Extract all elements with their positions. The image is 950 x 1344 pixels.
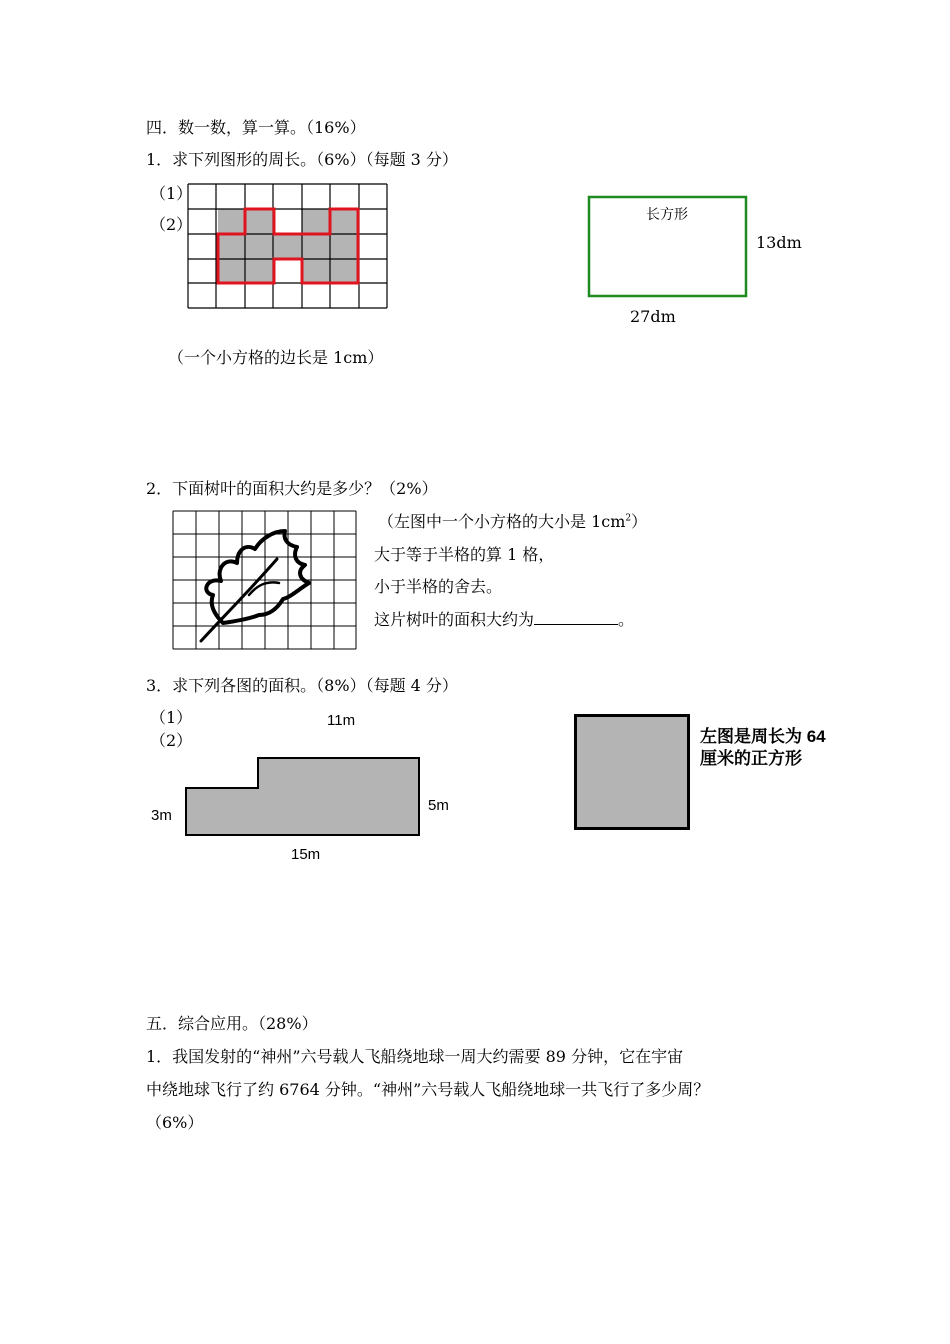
leaf-grid-figure (173, 511, 357, 651)
section-5-heading: 五．综合应用。（28%） (146, 1014, 318, 1033)
step-shape-bottom-width-label: 15m (291, 846, 321, 863)
grid-unit-note: （一个小方格的边长是 1cm） (168, 348, 384, 367)
step-shape-left-height-label: 3m (151, 807, 172, 824)
square-caption-line-1: 左图是周长为 64 (700, 727, 826, 746)
section-4-heading: 四．数一数，算一算。（16%） (146, 118, 366, 137)
question-1-title: 1．求下列图形的周长。（6%）（每题 3 分） (146, 150, 458, 169)
leaf-answer-line (374, 610, 634, 630)
shaded-h-shape (218, 209, 358, 284)
rectangle-width-label: 27dm (630, 307, 676, 326)
squared-superscript: 2 (625, 513, 632, 524)
gray-square (576, 716, 689, 829)
leaf-note-line-1 (378, 512, 647, 532)
leaf-note-line-1-close: ） (631, 512, 648, 531)
leaf-answer-blank[interactable] (534, 610, 618, 625)
step-shape-top-width-label: 11m (327, 712, 356, 729)
question-2-title: 2．下面树叶的面积大约是多少？（2%） (146, 479, 438, 498)
leaf-note-line-3: 小于半格的舍去。 (374, 577, 503, 596)
leaf-answer-period: 。 (618, 610, 635, 629)
step-shape (186, 758, 419, 835)
step-shape-figure (185, 757, 421, 837)
part-1-label: （1） (150, 184, 193, 203)
square-caption-line-2: 厘米的正方形 (700, 749, 802, 768)
leaf-answer-prompt: 这片树叶的面积大约为 (374, 610, 535, 629)
rectangle-name-label: 长方形 (646, 206, 688, 222)
q3-part-2-label: （2） (150, 731, 193, 750)
application-question-line-1: 1．我国发射的“神州”六号载人飞船绕地球一周大约需要 89 分钟，它在宇宙 (146, 1047, 684, 1066)
perimeter-grid-figure (188, 184, 388, 309)
part-2-label: （2） (150, 215, 193, 234)
step-shape-right-height-label: 5m (428, 797, 449, 814)
leaf-grid-lines (173, 511, 356, 649)
leaf-note-line-2: 大于等于半格的算 1 格， (374, 545, 555, 564)
q3-part-1-label: （1） (150, 708, 193, 727)
rectangle-height-label: 13dm (756, 233, 802, 252)
square-figure (574, 714, 690, 830)
question-3-title: 3．求下列各图的面积。（8%）（每题 4 分） (146, 676, 458, 695)
application-question-line-3: （6%） (146, 1113, 204, 1132)
application-question-line-2: 中绕地球飞行了约 6764 分钟。“神州”六号载人飞船绕地球一共飞行了多少周？ (146, 1080, 710, 1099)
leaf-note-line-1-text: （左图中一个小方格的大小是 1cm (378, 512, 626, 531)
leaf-outline (201, 531, 309, 641)
